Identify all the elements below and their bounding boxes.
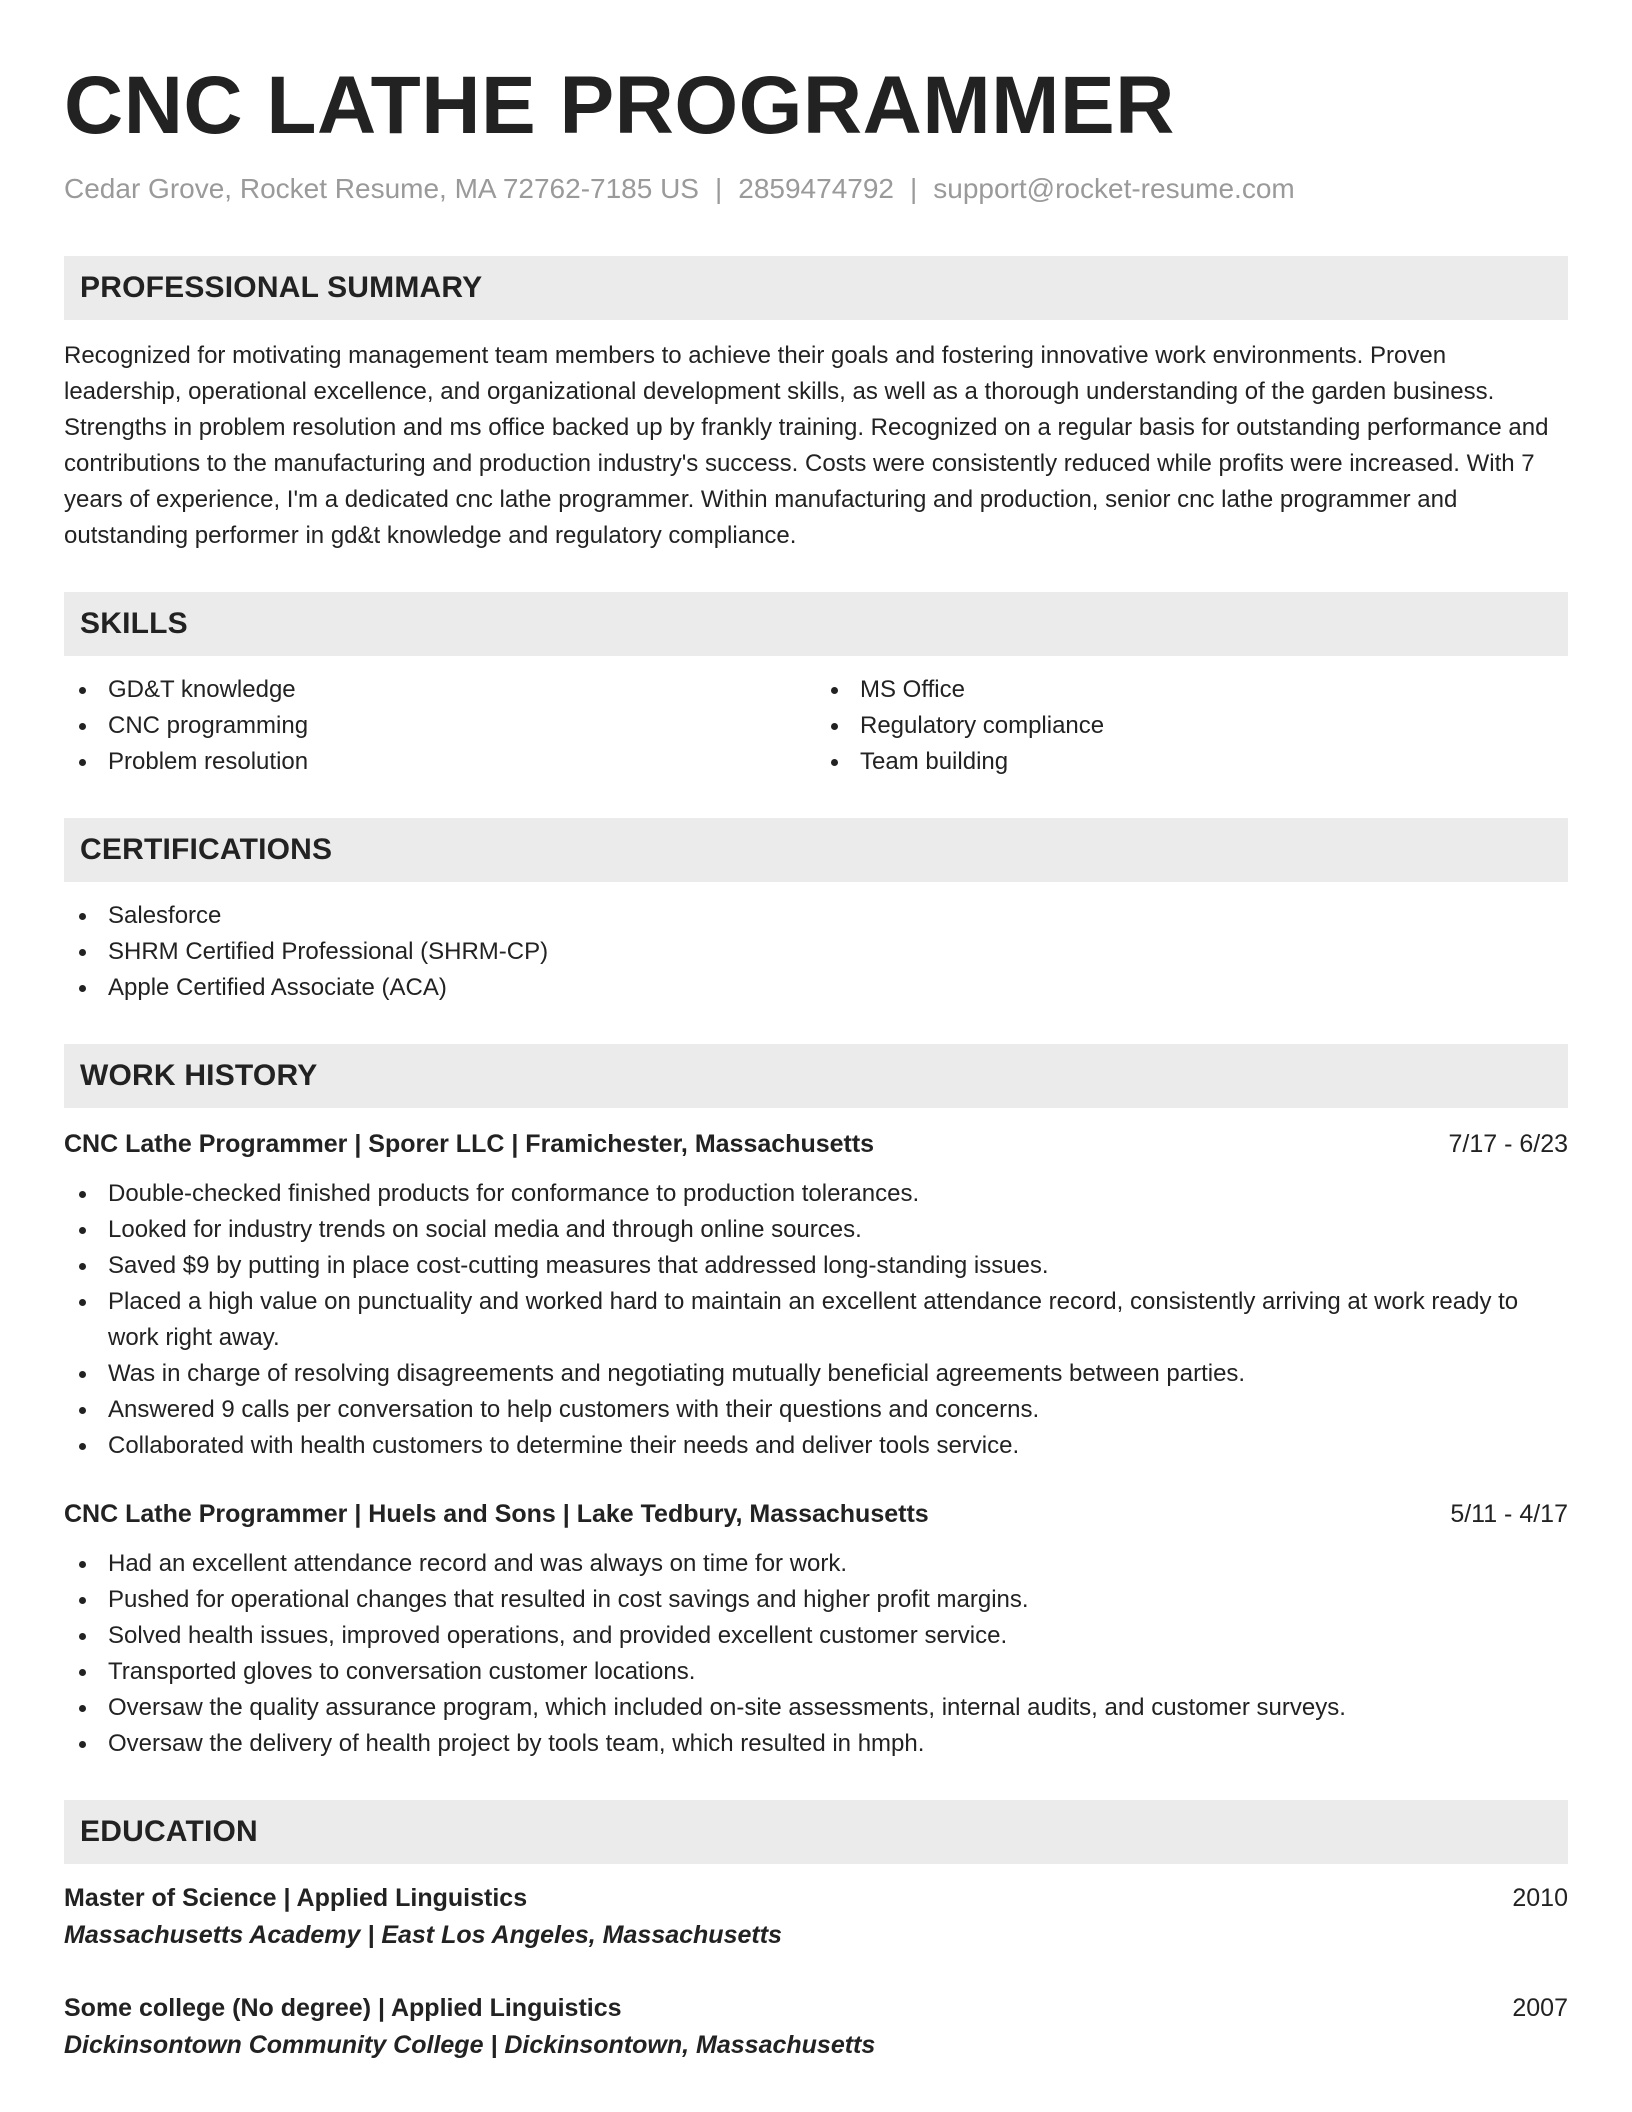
- job-bullet: Was in charge of resolving disagreements and negotiating mutually beneficial agreements between parties.: [64, 1356, 1568, 1392]
- certifications-list: [64, 898, 1568, 1006]
- job-header: [64, 1126, 1568, 1162]
- degree: Master of Science | Applied Linguistics: [64, 1884, 528, 1912]
- job-bullet: Had an excellent attendance record and was always on time for work.: [64, 1546, 1568, 1582]
- skill-item: GD&T knowledge: [64, 672, 816, 708]
- skills-heading: SKILLS: [64, 592, 1568, 656]
- graduation-year: 2007: [1512, 1994, 1568, 2022]
- candidate-name: CNC LATHE PROGRAMMER: [64, 60, 1175, 151]
- job-bullet: Pushed for operational changes that resulted in cost savings and higher profit margins.: [64, 1582, 1568, 1618]
- job-title: CNC Lathe Programmer | Huels and Sons | Lake Tedbury, Massachusetts: [64, 1500, 929, 1528]
- skill-item: Team building: [816, 744, 1568, 780]
- job-bullet: Oversaw the delivery of health project by tools team, which resulted in hmph.: [64, 1726, 1568, 1762]
- graduation-year: 2010: [1512, 1884, 1568, 1912]
- contact-phone: 2859474792: [738, 173, 894, 204]
- school-name: Massachusetts Academy | East Los Angeles, Massachusetts: [64, 1921, 782, 1949]
- job-bullet: Oversaw the quality assurance program, which included on-site assessments, internal audits, and customer surveys.: [64, 1690, 1568, 1726]
- degree: Some college (No degree) | Applied Linguistics: [64, 1994, 622, 2022]
- skills-column-left: [64, 672, 816, 780]
- job-bullet: Transported gloves to conversation customer locations.: [64, 1654, 1568, 1690]
- job-bullet: Saved $9 by putting in place cost-cutting measures that addressed long-standing issues.: [64, 1248, 1568, 1284]
- skills-column-right: [816, 672, 1568, 780]
- job-entry: [64, 1126, 1568, 1464]
- skills-list: [64, 672, 1568, 780]
- education-heading: EDUCATION: [64, 1800, 1568, 1864]
- job-bullet: Looked for industry trends on social media and through online sources.: [64, 1212, 1568, 1248]
- school-name: Dickinsontown Community College | Dickinsontown, Massachusetts: [64, 2031, 876, 2059]
- education-header: [64, 1990, 1568, 2026]
- job-title: CNC Lathe Programmer | Sporer LLC | Framichester, Massachusetts: [64, 1130, 875, 1158]
- work-history-heading: WORK HISTORY: [64, 1044, 1568, 1108]
- job-bullet: Solved health issues, improved operations, and provided excellent customer service.: [64, 1618, 1568, 1654]
- job-header: [64, 1496, 1568, 1532]
- job-dates: 7/17 - 6/23: [1448, 1130, 1568, 1158]
- education-header: [64, 1880, 1568, 1916]
- skill-item: MS Office: [816, 672, 1568, 708]
- job-dates: 5/11 - 4/17: [1450, 1500, 1568, 1528]
- skill-item: CNC programming: [64, 708, 816, 744]
- contact-email[interactable]: support@rocket-resume.com: [933, 173, 1295, 204]
- certification-item: Salesforce: [64, 898, 1568, 934]
- job-bullets: [64, 1176, 1568, 1464]
- contact-separator: |: [714, 173, 723, 204]
- contact-address: Cedar Grove, Rocket Resume, MA 72762-7185 US: [64, 173, 699, 204]
- education-entry: [64, 1880, 1568, 1954]
- certification-item: Apple Certified Associate (ACA): [64, 970, 1568, 1006]
- job-bullet: Answered 9 calls per conversation to help customers with their questions and concerns.: [64, 1392, 1568, 1428]
- contact-line: [64, 172, 1568, 206]
- job-bullets: [64, 1546, 1568, 1762]
- certification-item: SHRM Certified Professional (SHRM-CP): [64, 934, 1568, 970]
- job-bullet: Double-checked finished products for conformance to production tolerances.: [64, 1176, 1568, 1212]
- job-bullet: Placed a high value on punctuality and worked hard to maintain an excellent attendance record, consistently arriving at work ready to work right away.: [64, 1284, 1568, 1356]
- job-entry: [64, 1496, 1568, 1762]
- certifications-heading: CERTIFICATIONS: [64, 818, 1568, 882]
- summary-text: Recognized for motivating management team members to achieve their goals and fostering innovative work environments. Proven leadership, operational excellence, and organizational development skills, as well as a thorough understanding of the garden business. Strengths in problem resolution and ms office backed up by frankly training. Recognized on a regular basis for outstanding performance and contributions to the manufacturing and production industry's success. Costs were consistently reduced while profits were increased. With 7 years of experience, I'm a dedicated cnc lathe programmer. Within manufacturing and production, senior cnc lathe programmer and outstanding performer in gd&t knowledge and regulatory compliance.: [64, 342, 1549, 549]
- summary-heading: PROFESSIONAL SUMMARY: [64, 256, 1568, 320]
- contact-separator: |: [910, 173, 918, 204]
- job-bullet: Collaborated with health customers to determine their needs and deliver tools service.: [64, 1428, 1568, 1464]
- skill-item: Problem resolution: [64, 744, 816, 780]
- education-entry: [64, 1990, 1568, 2064]
- skill-item: Regulatory compliance: [816, 708, 1568, 744]
